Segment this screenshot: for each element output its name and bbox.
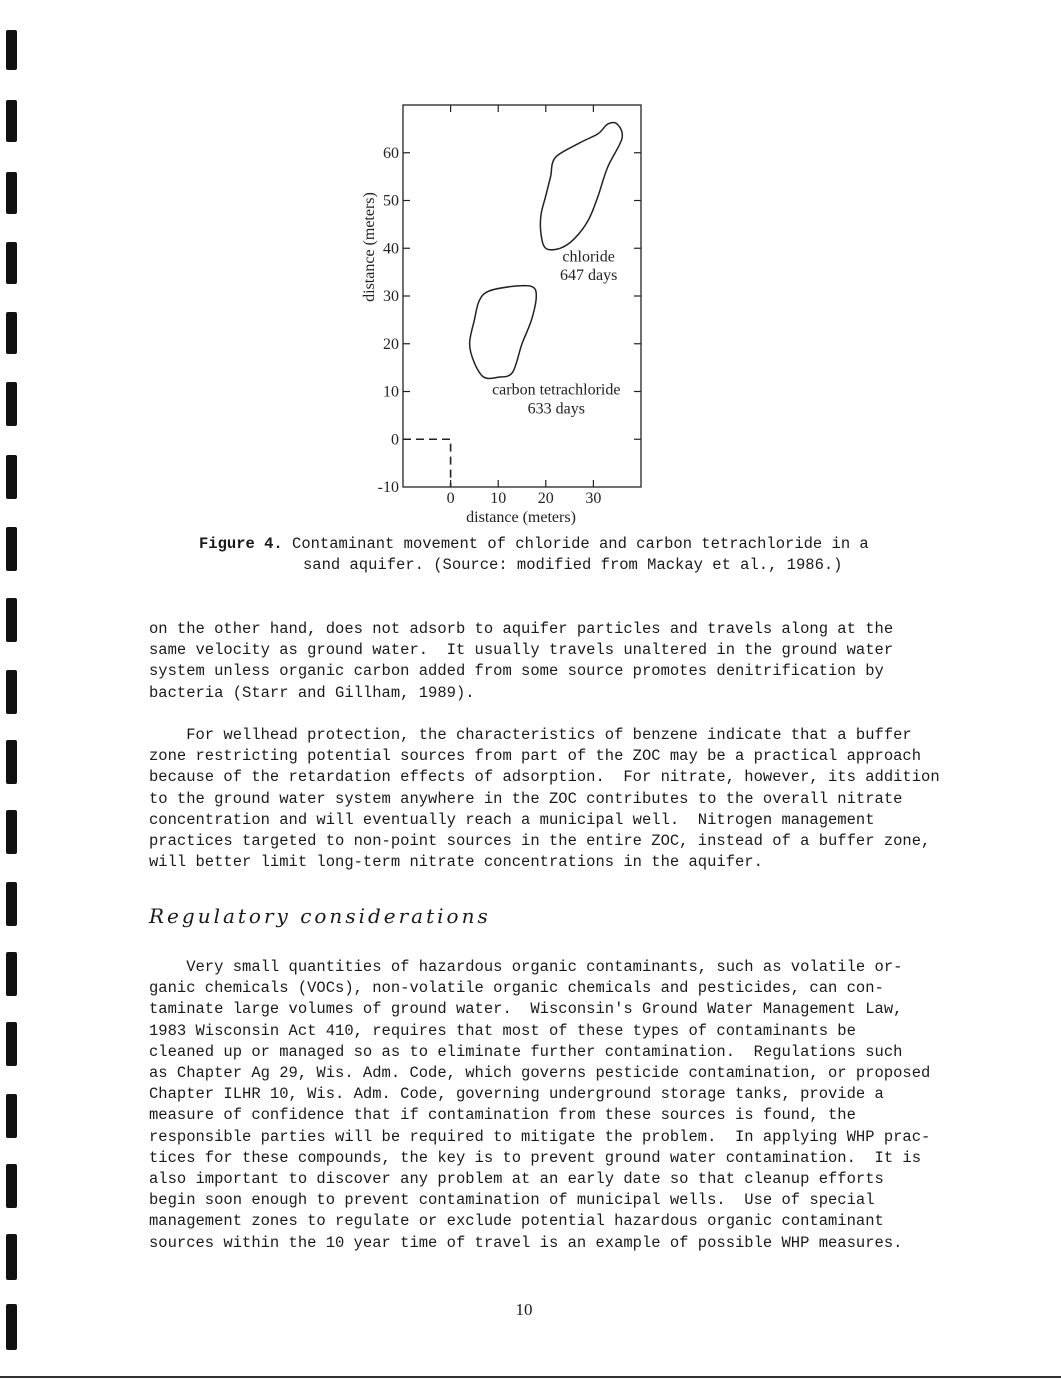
y-axis-label: distance (meters) bbox=[361, 192, 378, 302]
text-line: Very small quantities of hazardous organic contaminants, such as volatile or- bbox=[149, 958, 903, 976]
y-tick-label: 20 bbox=[383, 335, 399, 353]
y-tick-label: 10 bbox=[383, 383, 399, 401]
text-line: responsible parties will be required to mitigate the problem. In applying WHP prac- bbox=[149, 1127, 931, 1146]
binder-mark bbox=[6, 527, 17, 571]
binder-mark bbox=[6, 242, 17, 284]
binder-mark bbox=[6, 882, 17, 926]
caption-line-2: sand aquifer. (Source: modified from Mackay et al., 1986.) bbox=[303, 556, 843, 574]
text-line: on the other hand, does not adsorb to aquifer particles and travels along at the bbox=[149, 620, 894, 638]
series-label: chloride bbox=[562, 248, 615, 266]
paragraph-nitrate bbox=[149, 619, 929, 704]
plot-frame bbox=[403, 105, 641, 487]
text-line: practices targeted to non-point sources in the entire ZOC, instead of a buffer zone, bbox=[149, 832, 931, 851]
binder-mark bbox=[6, 1164, 17, 1208]
binder-mark bbox=[6, 1094, 17, 1138]
paragraph-regulatory bbox=[149, 957, 929, 1254]
binder-mark bbox=[6, 810, 17, 854]
binder-mark bbox=[6, 382, 17, 426]
binder-mark bbox=[6, 740, 17, 784]
text-line: zone restricting potential sources from part of the ZOC may be a practical approach bbox=[149, 747, 922, 766]
x-tick-label: 30 bbox=[585, 490, 602, 507]
plume-outline bbox=[540, 123, 622, 250]
text-line: also important to discover any problem at an early date so that cleanup efforts bbox=[149, 1170, 884, 1189]
text-line: ganic chemicals (VOCs), non-volatile organic chemicals and pesticides, can con- bbox=[149, 979, 884, 998]
y-tick-label: 0 bbox=[391, 431, 399, 449]
binder-mark bbox=[6, 1234, 17, 1280]
binder-mark bbox=[6, 670, 17, 714]
binder-mark bbox=[6, 1022, 17, 1066]
series-label: carbon tetrachloride bbox=[492, 381, 621, 399]
x-tick-label: 20 bbox=[537, 490, 554, 507]
x-tick-label: 0 bbox=[446, 490, 455, 507]
binder-mark bbox=[6, 455, 17, 499]
text-line: Chapter ILHR 10, Wis. Adm. Code, governing underground storage tanks, provide a bbox=[149, 1085, 884, 1104]
text-line: same velocity as ground water. It usually travels unaltered in the ground water bbox=[149, 641, 894, 660]
y-tick-label: 50 bbox=[383, 192, 399, 210]
binder-mark bbox=[6, 172, 17, 214]
caption-label: Figure 4. bbox=[199, 535, 283, 553]
text-line: begin soon enough to prevent contamination of municipal wells. Use of special bbox=[149, 1191, 875, 1210]
text-line: 1983 Wisconsin Act 410, requires that most of these types of contaminants be bbox=[149, 1021, 856, 1040]
y-tick-label: 30 bbox=[383, 288, 399, 305]
text-line: as Chapter Ag 29, Wis. Adm. Code, which governs pesticide contamination, or proposed bbox=[149, 1064, 931, 1083]
y-tick-label: 60 bbox=[383, 144, 399, 162]
binder-mark bbox=[6, 100, 17, 142]
plume-chart bbox=[350, 95, 660, 535]
text-line: because of the retardation effects of adsorption. For nitrate, however, its addition bbox=[149, 768, 940, 787]
text-line: to the ground water system anywhere in the ZOC contributes to the overall nitrate bbox=[149, 789, 903, 808]
binder-mark bbox=[6, 30, 17, 70]
plume-outline bbox=[470, 286, 537, 379]
text-line: taminate large volumes of ground water. Wisconsin's Ground Water Management Law, bbox=[149, 1000, 903, 1019]
figure-chart bbox=[350, 95, 660, 535]
y-tick-label: 40 bbox=[383, 240, 399, 258]
source-area-marker bbox=[403, 439, 451, 487]
series-sublabel: 633 days bbox=[527, 400, 585, 418]
text-line: bacteria (Starr and Gillham, 1989). bbox=[149, 683, 475, 702]
text-line: tices for these compounds, the key is to prevent ground water contamination. It is bbox=[149, 1148, 922, 1167]
y-tick-label: -10 bbox=[377, 479, 399, 496]
bottom-rule bbox=[0, 1376, 1061, 1378]
text-line: measure of confidence that if contamination from these sources is found, the bbox=[149, 1106, 856, 1125]
binder-mark bbox=[6, 952, 17, 996]
x-tick-label: 10 bbox=[490, 490, 507, 507]
text-line: concentration and will eventually reach a municipal well. Nitrogen management bbox=[149, 810, 875, 829]
binder-mark bbox=[6, 1304, 17, 1350]
series-sublabel: 647 days bbox=[559, 267, 618, 285]
text-line: sources within the 10 year time of travel is an example of possible WHP measures. bbox=[149, 1233, 903, 1252]
text-line: cleaned up or managed so as to eliminate further contamination. Regulations such bbox=[149, 1042, 903, 1061]
text-line: system unless organic carbon added from some source promotes denitrification by bbox=[149, 662, 884, 681]
binder-mark bbox=[6, 598, 17, 642]
text-line: For wellhead protection, the characteristics of benzene indicate that a buffer bbox=[149, 726, 912, 744]
paragraph-wellhead-protection bbox=[149, 725, 940, 873]
x-axis-label: distance (meters) bbox=[466, 509, 576, 526]
binder-mark bbox=[6, 312, 17, 354]
caption-line-1: Contaminant movement of chloride and carbon tetrachloride in a bbox=[292, 535, 869, 553]
text-line: management zones to regulate or exclude potential hazardous organic contaminant bbox=[149, 1212, 884, 1231]
section-heading: Regulatory considerations bbox=[149, 904, 491, 928]
page-number: 10 bbox=[515, 1300, 533, 1319]
figure-caption bbox=[199, 534, 919, 576]
text-line: will better limit long-term nitrate concentrations in the aquifer. bbox=[149, 853, 763, 872]
